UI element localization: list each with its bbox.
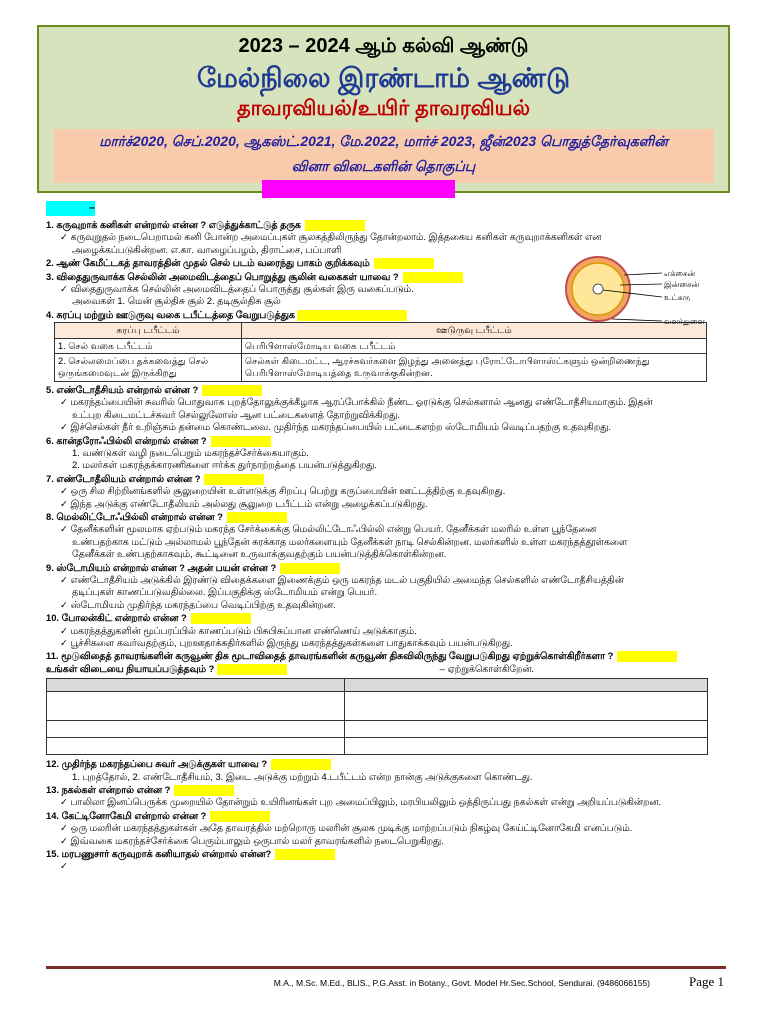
- pollen-grain-diagram: [562, 253, 712, 333]
- answer-line: ✓ எண்டோதீசியம் அடுக்கில் இரண்டு விதைக்களை இணைக்கும் ஒரு மகரந்த மடல் பகுதியில் அமைந்த செல்களில் எண்டோதீசியத்தின்: [60, 573, 624, 585]
- answer-line: ✓ மகரந்தத்துகளின் மூப்பரப்பில் காணப்படும் பிசுபிசுப்பான எண்ணெய் அடுக்காகும்.: [60, 624, 417, 636]
- question-text: 13. நகல்கள் என்றால் என்ன ?: [46, 784, 171, 796]
- answer-table: [46, 678, 708, 755]
- answer-line: ✓ மகரந்தப்பையின் சுவரில் பொதுவாக புறத்தோலுக்குக்கீழாக ஆரப்போக்கில் நீண்ட ஓரடுக்கு செல்களால் ஆனது எண்டோதீசியமாகும். இதன்: [60, 396, 653, 408]
- question-text: 10. போலன்கிட் என்றால் என்ன ?: [46, 612, 187, 624]
- question: [46, 612, 710, 624]
- embryo-label: உட்கரு: [664, 293, 691, 302]
- answer-line: ✓ பூச்சிகளை கவர்வதற்கும், புறஊதாக்கதிர்களில் இருந்து மகரந்தத்துகள்களை பாதுகாக்கவும் பயன்படுகிறது.: [60, 637, 513, 648]
- question-text: 12. முதிர்ந்த மகரந்தப்பை சுவர் அடுக்குகள் யாவை ?: [46, 758, 268, 770]
- table-cell: செல்கள் கிடைமட்ட, ஆரச்சுவர்களை இழந்து அனைத்து புரோட்டோபிளாஸ்ட்களும் ஒன்றிணைந்து பெரிபிளாஸ்மோடியத்தை உருவாக்குகின்றன.: [242, 354, 707, 382]
- question: [46, 473, 710, 485]
- exam-list-line2: வினா விடைகளின் தொகுப்பு: [291, 158, 476, 174]
- table-cell: 2. செல்லமைப்பை தக்கவைத்து செல் ஒருங்கமைவுடன் இருக்கிறது: [55, 354, 242, 382]
- question-text: 3. விதைதுருவாக்க செல்லின் அமைவிடத்தைப் பொறுத்து சூலின் வகைகள் யாவை ?: [46, 270, 399, 282]
- answer-line: அவைகள் 1. மென் சூல்திசு சூல் 2. தடிசூல்திசு சூல்: [72, 295, 281, 307]
- question-text: 6. கான்தரோஃபில்லி என்றால் என்ன ?: [46, 434, 207, 446]
- question: [46, 384, 710, 396]
- section-marker: –: [46, 201, 95, 216]
- footer-divider: [46, 966, 726, 969]
- answer-line: ✓ தேனீக்களின் மூலமாக ஏற்படும் மகரந்த சேர்க்கைக்கு மெல்லிட்டோஃபில்லி என்று பெயர். தேனீக்கள் மலரில் உள்ள பூந்தேனை: [60, 523, 597, 535]
- answer-line: அழைக்கப்படுகின்றன. எ.கா. வாழைப்பழம், திராட்சை, பப்பாளி: [72, 243, 342, 255]
- question-text: 5. எண்டோதீசியம் என்றால் என்ன ?: [46, 383, 199, 395]
- answer-line: ✓ இச்செல்கள் நீர் உறிஞ்சும் தன்மை கொண்டவை. முதிர்ந்த மகரந்தப்பையில் பட்டைகளற்ற ஸ்டோமியம் வெடிப்பதற்கு உதவுகிறது.: [60, 421, 611, 433]
- embryo-label: எக்சைன்: [664, 269, 696, 278]
- page-number: Page 1: [688, 974, 724, 989]
- mark-highlight: [617, 651, 677, 662]
- table-cell: 1. செல் வகை டபீட்டம்: [55, 338, 242, 353]
- footer-credit: M.A., M.Sc. M.Ed., BLIS., P.G.Asst. in Botany., Govt. Model Hr.Sec.School, Sendurai. (9486066155): [273, 978, 650, 988]
- question-text: 7. எண்டோதீலியம் என்றால் என்ன ?: [46, 472, 201, 484]
- question-text: 11. மூடுவிதைத் தாவரங்களின் கருவூண் திசு மூடாவிதைத் தாவரங்களின் கருவூண் திசுவிலிருந்து வேறுபடுகிறது ஏற்றுக்கொள்கிறீர்களா ?: [46, 650, 614, 662]
- question: [46, 810, 710, 822]
- answer-line: 2. மலர்கள் மகரந்தக்காரணிகளை ஈர்க்க துர்நாற்றத்தை பயன்படுத்துகிறது.: [72, 459, 377, 471]
- table-header: சுரப்பு டபீட்டம்: [55, 323, 242, 338]
- q11-justify-text: உங்கள் விடையை நியாயப்படுத்தவும் ?: [46, 662, 215, 674]
- answer-line: உண்பதற்காக மட்டும் அல்லாமல் பூந்தேன் சுரக்காத மலர்களையும் தேனீக்கள் நாடி செல்கின்றன. மலர்களில் உள்ள மகரந்தத்தூள்களை: [72, 535, 628, 547]
- question: [46, 848, 710, 860]
- exam-list: [53, 129, 714, 183]
- answer-line: தேனீக்கள் உண்பதற்காகவும், கூட்டினை உருவாக்குவதற்கும் பயன்படுத்திக்கொள்கின்றன.: [72, 548, 447, 560]
- mark-highlight: [275, 849, 335, 860]
- question-block-2: [46, 384, 710, 663]
- question: [46, 435, 710, 447]
- mark-highlight: [271, 759, 331, 770]
- q11-answer: – ஏற்றுக்கொள்கிறேன்.: [439, 662, 535, 674]
- question: [46, 758, 710, 770]
- table-cell: பெரிபிளாஸ்மோடிய வகை டபீட்டம்: [242, 338, 707, 353]
- answer-line: தடிப்புகள் காணப்படுவதில்லை. இப்பகுதிக்கு ஸ்டோமியம் என்று பெயர்.: [72, 586, 378, 598]
- mark-highlight: [227, 512, 287, 523]
- table-header: ஊடுருவு டபீட்டம்: [242, 323, 707, 338]
- answer-line: ✓ ஒரு சில சிற்றினங்களில் சூலுறையின் உள்ளடுக்கு சிறப்பு பெற்று கருப்பையின் ஊட்டத்திற்கு உதவுகிறது.: [60, 485, 506, 497]
- question: [46, 784, 710, 796]
- answer-line: ✓: [60, 860, 68, 872]
- mark-highlight: [204, 474, 264, 485]
- embryo-label: இன்சைன்: [664, 280, 700, 289]
- mark-highlight: [174, 785, 234, 796]
- question-text: 8. மெல்லிட்டோஃபில்லி என்றால் என்ன ?: [46, 510, 223, 522]
- question: [46, 562, 710, 574]
- academic-year: 2023 – 2024 ஆம் கல்வி ஆண்டு: [238, 35, 529, 57]
- embryo-label: வளர்துளை: [664, 317, 705, 326]
- mark-highlight: [403, 272, 463, 283]
- question-text: 9. ஸ்டோமியம் என்றால் என்ன ? அதன் பயன் என்ன ?: [46, 561, 277, 573]
- question: [46, 219, 710, 231]
- mark-highlight: [217, 664, 287, 675]
- mark-highlight: [191, 613, 251, 624]
- class-title: மேல்நிலை இரண்டாம் ஆண்டு: [196, 63, 571, 93]
- mark-highlight: [202, 385, 262, 396]
- exam-list-line1: மார்ச்2020, செப்.2020, ஆகஸ்ட்.2021, மே.2022, மார்ச் 2023, ஜீன்2023 பொதுத்தேர்வுகளின்: [99, 133, 668, 149]
- mark-highlight: [305, 220, 365, 231]
- question-text: 15. மரபணுசார் கருவுறாக் கனியாதல் என்றால் என்ன?: [46, 848, 272, 860]
- question-text: 14. கேட்டினோகேமி என்றால் என்ன ?: [46, 809, 207, 821]
- answer-line: ✓ கருவுறுதல் நடைபெறாமல் கனி போன்ற அமைப்புகள் சூலகத்திலிருந்து தோன்றலாம். இத்தகைய கனிகள் கருவுறாக்கனிகள் என: [60, 231, 602, 243]
- answer-line: உட்புற கிடைமட்டச்சுவர் செல்லுலோஸ் ஆன பட்டைகளைத் தோற்றுவிக்கிறது.: [72, 408, 400, 420]
- answer-line: ✓ இவ்வகை மகரந்தச்சேர்க்கை பெரும்பாலும் ஒருபால் மலர் தாவரங்களில் நடைபெறுகிறது.: [60, 834, 444, 846]
- answer-line: ✓ இந்த அடுக்கு எண்டோதீலியம் அல்லது சூலுறை டபீட்டம் என்று அழைக்கப்படுகிறது.: [60, 497, 428, 509]
- mark-highlight: [210, 811, 270, 822]
- mark-highlight: [374, 258, 434, 269]
- mark-highlight: [211, 436, 271, 447]
- answer-line: 1. வண்டுகள் வழி நடைபெறும் மகரந்தச்சேர்க்கையாகும்.: [72, 446, 309, 458]
- highlight-bar: [262, 180, 455, 198]
- answer-line: ✓ ஸ்டோமியம் முதிர்ந்த மகரந்தப்பை வெடிப்பிற்கு உதவுகின்றன.: [60, 598, 336, 610]
- question: [46, 511, 710, 523]
- question: [46, 650, 710, 662]
- answer-line: ✓ விதைதுருவாக்க செல்லின் அமைவிடத்தைப் பொருத்து சூல்கள் இரு வகைப்படும்.: [60, 283, 414, 295]
- subject-title: தாவரவியல்/உயிர் தாவரவியல்: [236, 97, 531, 120]
- answer-line: ✓ ஒரு மலரின் மகரந்தத்துகள்கள் அதே தாவரத்தில் மற்றொரு மலரின் சூலக முடிக்கு மாற்றப்படும் நிகழ்வு கேய்ட்டினோகேமி எனப்படும்.: [60, 822, 633, 834]
- mark-highlight: [297, 310, 407, 321]
- table-row: [55, 354, 707, 382]
- question-text: 1. கருவுறாக் கனிகள் என்றால் என்ன ? எடுத்துக்காட்டுத் தருக: [46, 219, 301, 230]
- document-header: [37, 25, 730, 193]
- question-text: 4. சுரப்பு மற்றும் ஊடுருவு வகை டபீட்டத்தை வேறுபடுத்துக: [46, 308, 295, 320]
- question-block-3: [46, 758, 710, 873]
- table-row: [55, 338, 707, 353]
- question-text: 2. ஆண் கேமீட்டகத் தாவரத்தின் முதல் செல் படம் வரைந்து பாகம் குறிக்கவும்: [46, 257, 370, 269]
- mark-highlight: [280, 563, 340, 574]
- answer-line: ✓ பாலிலா இனப்பெருக்க முறையில் தோன்றும் உயிரினங்கள் புற அமைப்பிலும், மரபியலிலும் ஒத்திருப்பது நகல்கள் என்று அறியப்படுகின்றன.: [60, 796, 662, 808]
- q11-justify-row: [46, 663, 710, 675]
- answer-line: 1. புறத்தோல், 2. எண்டோதீசியம், 3. இடை அடுக்கு மற்றும் 4.டபீட்டம் என்ற நான்கு அடுக்குகளை கொண்டது.: [72, 770, 533, 782]
